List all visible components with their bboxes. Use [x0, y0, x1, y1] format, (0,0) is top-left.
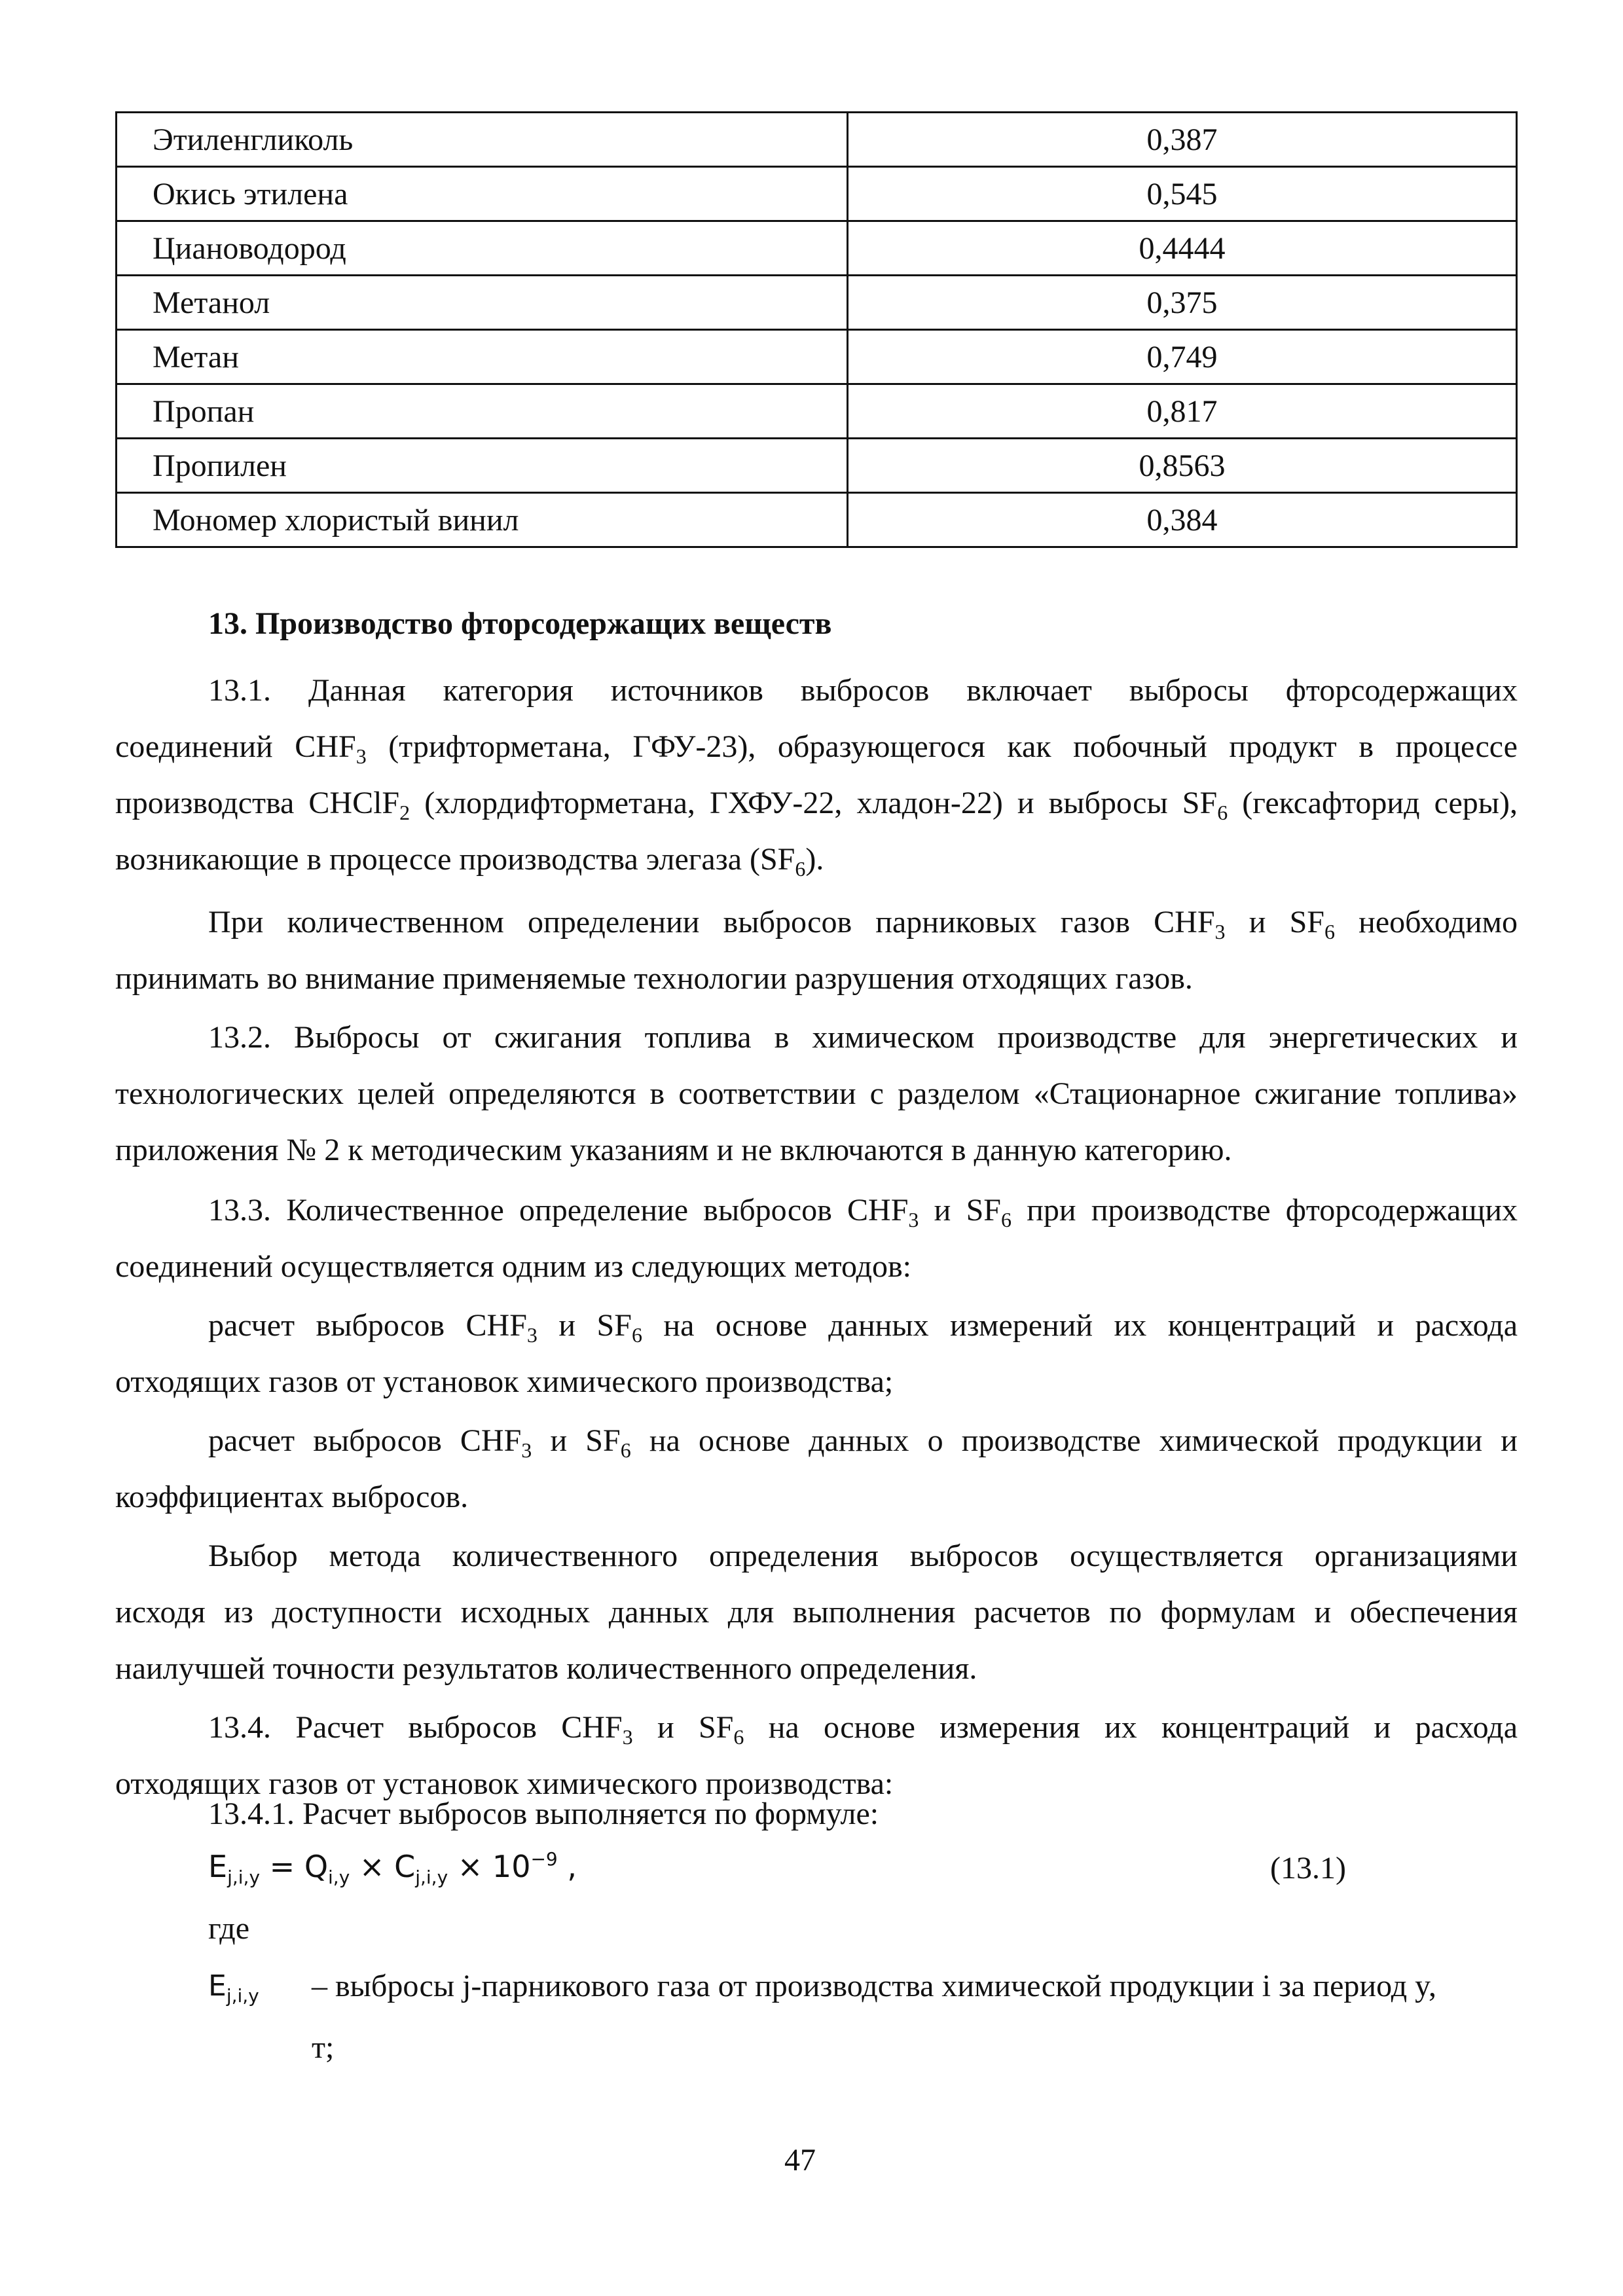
page-number: 47: [784, 2143, 816, 2178]
paragraph-method-1: расчет выбросов $CHF_3$ и $SF_6$ на основе данных измерений их концентраций и расхода отходящих газов от установок химического производства;: [115, 1308, 1518, 1399]
table-row: [117, 221, 1517, 276]
coefficient-value: 0,817: [848, 384, 1517, 439]
coefficient-value: 0,387: [848, 113, 1517, 167]
table-row: [117, 330, 1517, 384]
substance-name: Окись этилена: [117, 167, 848, 221]
paragraph-13-4-1: 13.4.1. Расчет выбросов выполняется по формуле:: [208, 1796, 879, 1831]
table-row: [117, 439, 1517, 493]
table-row: [117, 384, 1517, 439]
definition-symbol: $E_{j,i,y}$: [208, 1969, 259, 2007]
table-row: [117, 493, 1517, 547]
paragraph-method-choice: Выбор метода количественного определения выбросов осуществляется организациями исходя из доступности исходных данных для выполнения расчетов по формулам и обеспечения наилучшей точности результатов количественного определения.: [115, 1539, 1518, 1686]
substance-name: Циановодород: [117, 221, 848, 276]
table-row: [117, 276, 1517, 330]
definition-text: – выбросы j-парникового газа от производства химической продукции i за период y,: [312, 1969, 1436, 2003]
coefficient-value: 0,545: [848, 167, 1517, 221]
coefficient-value: 0,375: [848, 276, 1517, 330]
substance-name: Мономер хлористый винил: [117, 493, 848, 547]
formula-13-1: $E_{j,i,y} = Q_{i,y} \times C_{j,i,y} \times 10^{-9}$ ,: [208, 1848, 577, 1888]
where-label: где: [208, 1911, 250, 1946]
substance-name: Метанол: [117, 276, 848, 330]
substance-name: Этиленгликоль: [117, 113, 848, 167]
paragraph-13-3: 13.3. Количественное определение выбросов $CHF_3$ и $SF_6$ при производстве фторсодержащих соединений осуществляется одним из следующих методов:: [115, 1193, 1518, 1284]
coefficient-value: 0,384: [848, 493, 1517, 547]
table-row: [117, 167, 1517, 221]
table-row: [117, 113, 1517, 167]
paragraph-13-1: 13.1. Данная категория источников выбросов включает выбросы фторсодержащих соединений $CHF_3$ (трифторметана, ГФУ-23), образующегося как побочный продукт в процессе производства CHClF$_2$ (хлордифторметана, ГХФУ-22, хладон-22) и выбросы $SF_6$ (гексафторид серы), возникающие в процессе производства элегаза $(SF_6)$.: [115, 673, 1518, 881]
coefficient-value: 0,4444: [848, 221, 1517, 276]
formula-number: (13.1): [1270, 1851, 1346, 1886]
paragraph-method-2: расчет выбросов $CHF_3$ и $SF_6$ на основе данных о производстве химической продукции и коэффициентах выбросов.: [115, 1423, 1518, 1514]
coefficients-table: [115, 111, 1518, 548]
substance-name: Пропан: [117, 384, 848, 439]
paragraph-13-4: 13.4. Расчет выбросов $CHF_3$ и $SF_6$ на основе измерения их концентраций и расхода отходящих газов от установок химического производства:: [115, 1710, 1518, 1801]
definition-unit: т;: [312, 2030, 335, 2065]
coefficient-value: 0,8563: [848, 439, 1517, 493]
paragraph-quantitative: При количественном определении выбросов парниковых газов $CHF_3$ и $SF_6$ необходимо принимать во внимание применяемые технологии разрушения отходящих газов.: [115, 905, 1518, 996]
coefficient-value: 0,749: [848, 330, 1517, 384]
substance-name: Метан: [117, 330, 848, 384]
substance-name: Пропилен: [117, 439, 848, 493]
paragraph-13-2: 13.2. Выбросы от сжигания топлива в химическом производстве для энергетических и технологических целей определяются в соответствии с разделом «Стационарное сжигание топлива» приложения № 2 к методическим указаниям и не включаются в данную категорию.: [115, 1020, 1518, 1167]
section-heading: 13. Производство фторсодержащих веществ: [208, 606, 832, 641]
